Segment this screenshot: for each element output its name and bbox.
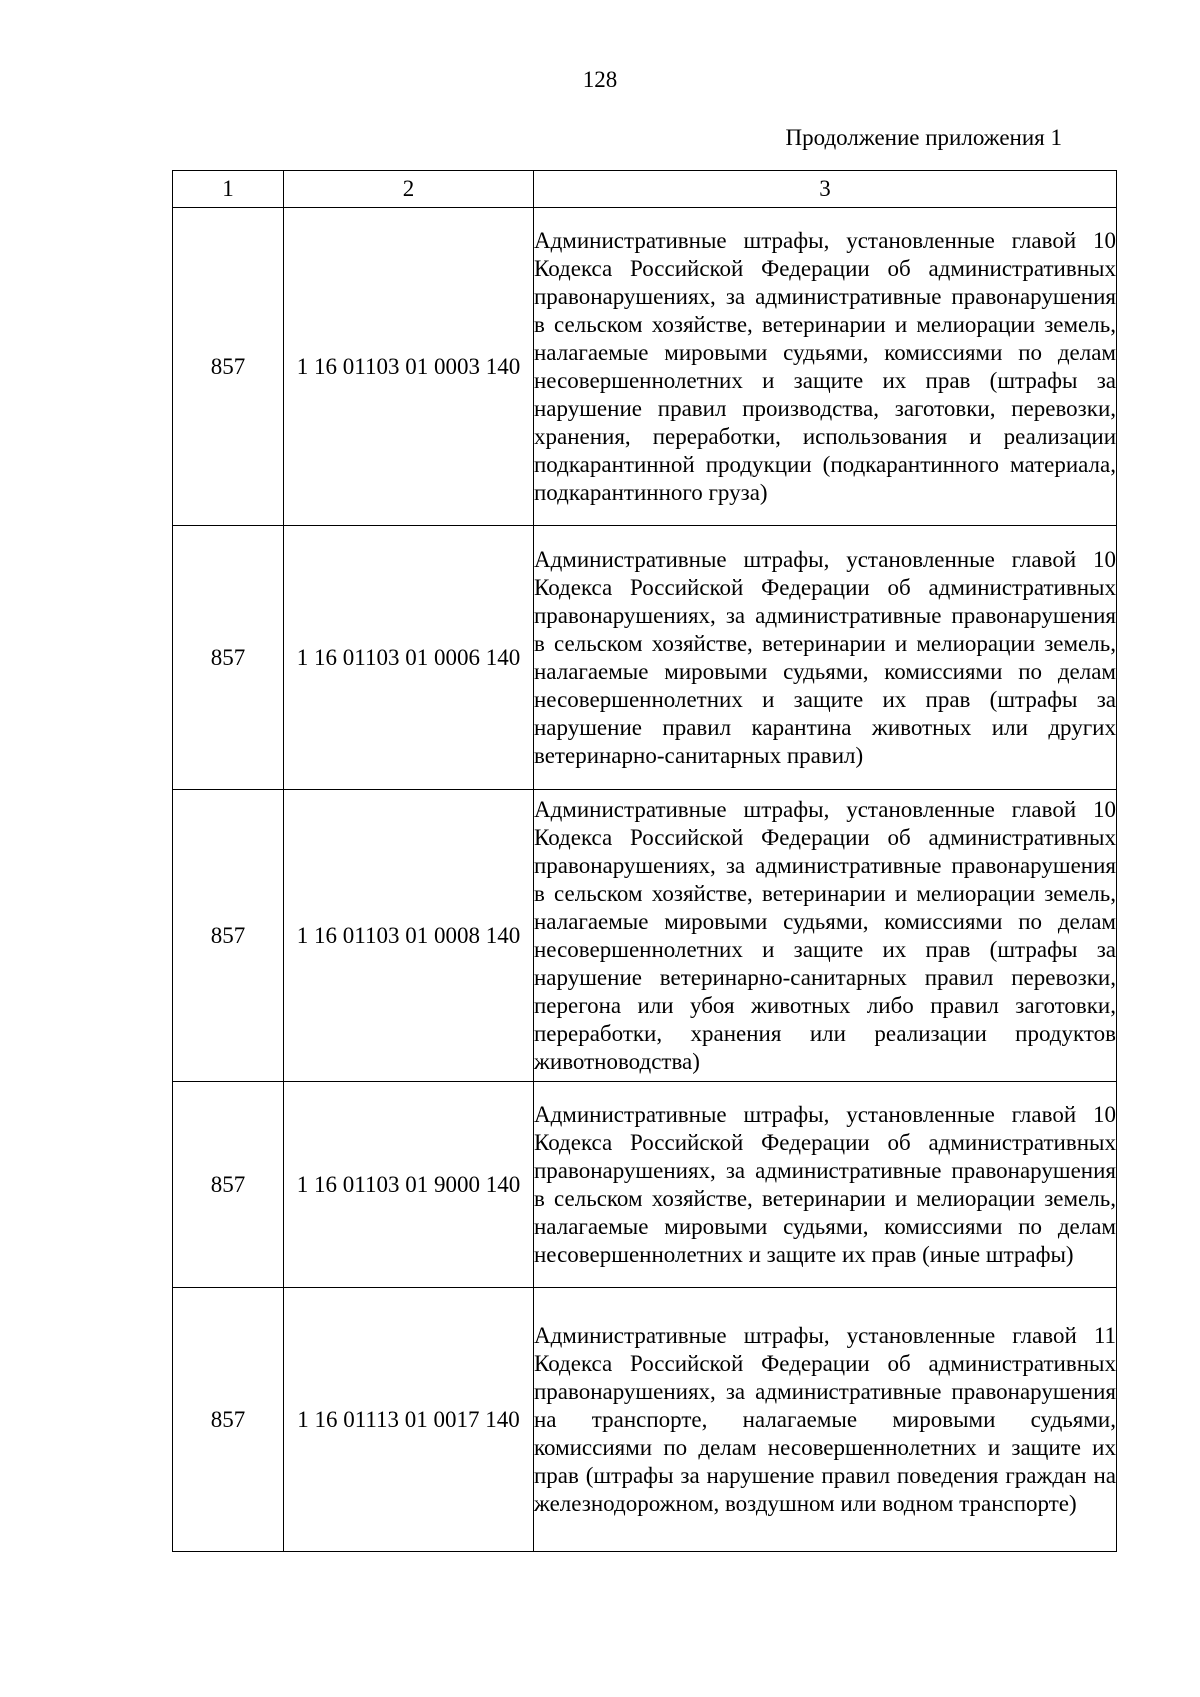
table-row — [173, 1288, 1117, 1552]
budget-code-cell: 1 16 01103 01 0006 140 — [284, 526, 534, 790]
admin-code-cell: 857 — [173, 790, 284, 1082]
description-cell: Административные штрафы, установленные главой 11 Кодекса Российской Федерации об административных правонарушениях, за административные правонарушения на транспорте, налагаемые мировыми судьями, комиссиями по делам несовершеннолетних и защите их прав (штрафы за нарушение правил поведения граждан на железнодорожном, воздушном или водном транспорте) — [534, 1288, 1117, 1552]
admin-code-cell: 857 — [173, 526, 284, 790]
continuation-label: Продолжение приложения 1 — [785, 125, 1062, 150]
admin-code-cell: 857 — [173, 208, 284, 526]
table-row — [173, 208, 1117, 526]
table-row — [173, 790, 1117, 1082]
budget-code-cell: 1 16 01103 01 0008 140 — [284, 790, 534, 1082]
description-cell: Административные штрафы, установленные главой 10 Кодекса Российской Федерации об административных правонарушениях, за административные правонарушения в сельском хозяйстве, ветеринарии и мелиорации земель, налагаемые мировыми судьями, комиссиями по делам несовершеннолетних и защите их прав (штрафы за нарушение правил производства, заготовки, перевозки, хранения, переработки, использования и реализации подкарантинной продукции (подкарантинного материала, подкарантинного груза) — [534, 208, 1117, 526]
description-cell: Административные штрафы, установленные главой 10 Кодекса Российской Федерации об административных правонарушениях, за административные правонарушения в сельском хозяйстве, ветеринарии и мелиорации земель, налагаемые мировыми судьями, комиссиями по делам несовершеннолетних и защите их прав (штрафы за нарушение правил карантина животных или других ветеринарно-санитарных правил) — [534, 526, 1117, 790]
admin-code-cell: 857 — [173, 1288, 284, 1552]
admin-code-cell: 857 — [173, 1082, 284, 1288]
header-col-3: 3 — [534, 171, 1117, 208]
budget-codes-table — [172, 170, 1117, 1552]
budget-code-cell: 1 16 01103 01 9000 140 — [284, 1082, 534, 1288]
table-row — [173, 526, 1117, 790]
budget-code-cell: 1 16 01113 01 0017 140 — [284, 1288, 534, 1552]
header-col-1: 1 — [173, 171, 284, 208]
header-col-2: 2 — [284, 171, 534, 208]
page-number: 128 — [582, 67, 618, 92]
table-header-row — [173, 171, 1117, 208]
table-row — [173, 1082, 1117, 1288]
budget-code-cell: 1 16 01103 01 0003 140 — [284, 208, 534, 526]
description-cell: Административные штрафы, установленные главой 10 Кодекса Российской Федерации об административных правонарушениях, за административные правонарушения в сельском хозяйстве, ветеринарии и мелиорации земель, налагаемые мировыми судьями, комиссиями по делам несовершеннолетних и защите их прав (иные штрафы) — [534, 1082, 1117, 1288]
description-cell: Административные штрафы, установленные главой 10 Кодекса Российской Федерации об административных правонарушениях, за административные правонарушения в сельском хозяйстве, ветеринарии и мелиорации земель, налагаемые мировыми судьями, комиссиями по делам несовершеннолетних и защите их прав (штрафы за нарушение ветеринарно-санитарных правил перевозки, перегона или убоя животных либо правил заготовки, переработки, хранения или реализации продуктов животноводства) — [534, 790, 1117, 1082]
